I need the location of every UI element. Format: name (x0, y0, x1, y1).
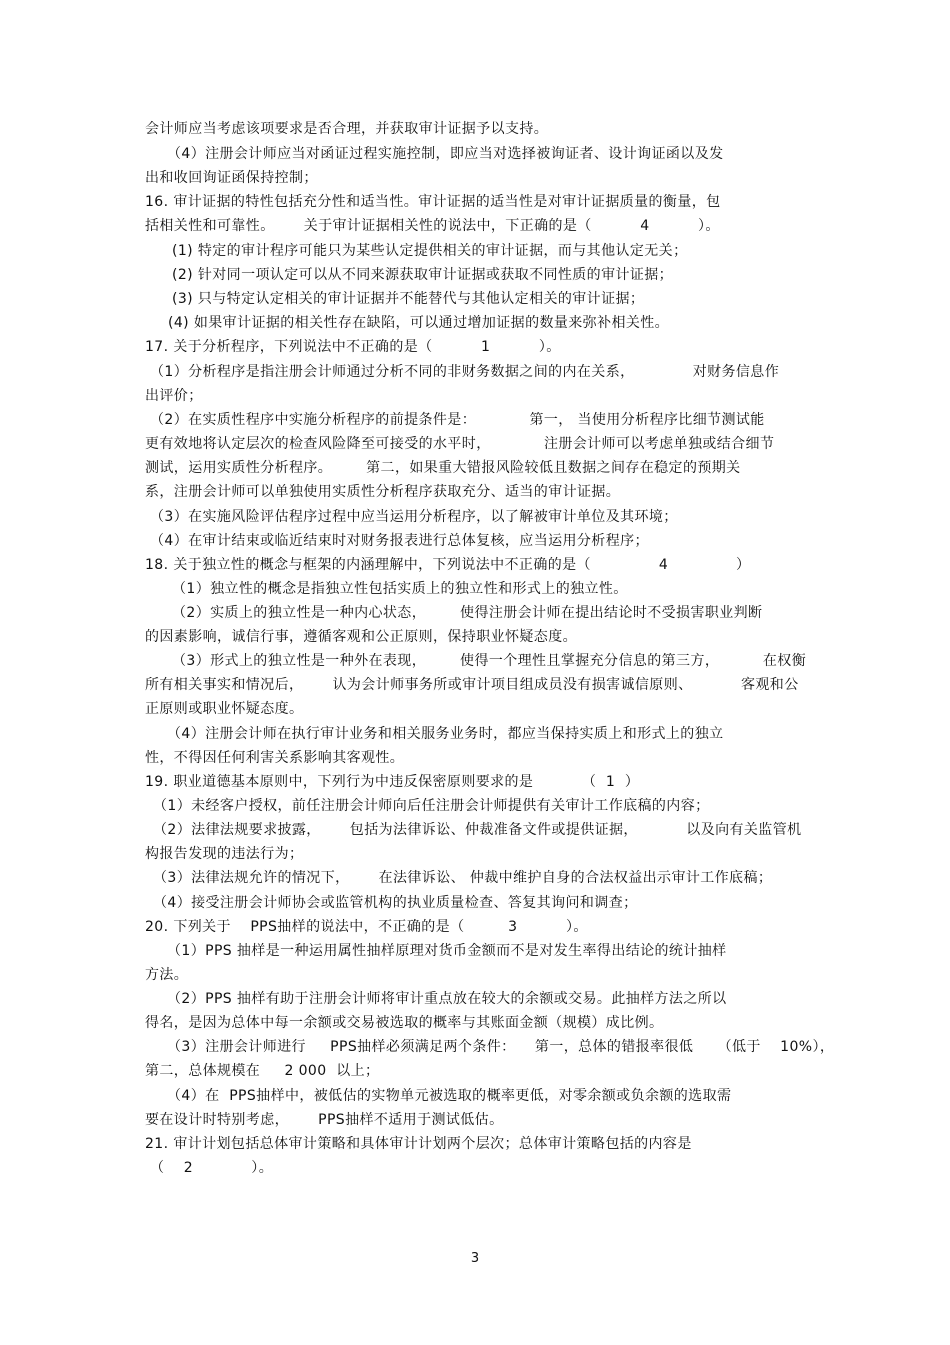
text-line: (4) 如果审计证据的相关性存在缺陷，可以通过增加证据的数量来弥补相关性。 (168, 315, 670, 331)
page-number: 3 (470, 1251, 480, 1266)
text-line: (3) 只与特定认定相关的审计证据并不能替代与其他认定相关的审计证据； (172, 291, 645, 307)
text-line: （3）形式上的独立性是一种外在表现， 使得一个理性且掌握充分信息的第三方， 在权衡 (172, 653, 807, 669)
text-line: 出和收回询证函保持控制； (145, 170, 318, 186)
text-line: 性，不得因任何利害关系影响其客观性。 (145, 750, 405, 766)
text-line: 16. 审计证据的特性包括充分性和适当性。审计证据的适当性是对审计证据质量的衡量，包 (145, 194, 721, 210)
text-line: 方法。 (145, 967, 189, 983)
text-line: 要在设计时特别考虑， PPS抽样不适用于测试低估。 (145, 1112, 504, 1128)
text-line: 会计师应当考虑该项要求是否合理，并获取审计证据予以支持。 (145, 121, 549, 137)
text-line: 所有相关事实和情况后， 认为会计师事务所或审计项目组成员没有损害诚信原则、 客观和公 (145, 677, 799, 693)
text-line: 出评价； (145, 388, 203, 404)
text-line: （4）在审计结束或临近结束时对财务报表进行总体复核，应当运用分析程序； (150, 533, 649, 549)
text-line: （4）在 PPS抽样中，被低估的实物单元被选取的概率更低，对零余额或负余额的选取需 (167, 1088, 732, 1104)
text-line: 21. 审计计划包括总体审计策略和具体审计计划两个层次；总体审计策略包括的内容是 (145, 1136, 692, 1152)
text-line: （ 2 ）。 (150, 1160, 274, 1176)
text-line: (1) 特定的审计程序可能只为某些认定提供相关的审计证据，而与其他认定无关； (172, 243, 688, 259)
text-line: 括相关性和可靠性。 关于审计证据相关性的说法中，下正确的是（ 4 ）。 (145, 218, 720, 234)
text-line: 更有效地将认定层次的检查风险降至可接受的水平时， 注册会计师可以考虑单独或结合细节 (145, 436, 775, 452)
text-line: 第二，总体规模在 2 000 以上； (145, 1063, 380, 1079)
text-line: （2）PPS 抽样有助于注册会计师将审计重点放在较大的余额或交易。此抽样方法之所以 (167, 991, 727, 1007)
text-line: （1）PPS 抽样是一种运用属性抽样原理对货币金额而不是对发生率得出结论的统计抽样 (167, 943, 727, 959)
text-line: （2）在实质性程序中实施分析程序的前提条件是： 第一， 当使用分析程序比细节测试能 (150, 412, 765, 428)
text-line: （3）注册会计师进行 PPS抽样必须满足两个条件： 第一，总体的错报率很低 （低于 10%）， (167, 1039, 835, 1055)
text-line: 正原则或职业怀疑态度。 (145, 701, 304, 717)
text-line: （3）在实施风险评估程序过程中应当运用分析程序，以了解被审计单位及其环境； (150, 509, 678, 525)
text-line: 18. 关于独立性的概念与框架的内涵理解中，下列说法中不正确的是（ 4 ） (145, 557, 751, 573)
text-line: （2）实质上的独立性是一种内心状态， 使得注册会计师在提出结论时不受损害职业判断 (172, 605, 763, 621)
text-line: （1）分析程序是指注册会计师通过分析不同的非财务数据之间的内在关系， 对财务信息作 (150, 364, 780, 380)
text-line: （4）接受注册会计师协会或监管机构的执业质量检查、答复其询问和调查； (153, 895, 638, 911)
text-line: （3）法律法规允许的情况下， 在法律诉讼、 仲裁中维护自身的合法权益出示审计工作底稿； (153, 870, 773, 886)
text-line: 17. 关于分析程序，下列说法中不正确的是（ 1 ）。 (145, 339, 561, 355)
text-line: 19. 职业道德基本原则中，下列行为中违反保密原则要求的是 （ 1 ） (145, 774, 640, 790)
text-line: （4）注册会计师应当对函证过程实施控制，即应当对选择被询证者、设计询证函以及发 (167, 146, 724, 162)
text-line: (2) 针对同一项认定可以从不同来源获取审计证据或获取不同性质的审计证据； (172, 267, 674, 283)
text-line: 系，注册会计师可以单独使用实质性分析程序获取充分、适当的审计证据。 (145, 484, 621, 500)
text-line: 的因素影响，诚信行事，遵循客观和公正原则，保持职业怀疑态度。 (145, 629, 577, 645)
text-line: 得名，是因为总体中每一余额或交易被选取的概率与其账面金额（规模）成比例。 (145, 1015, 664, 1031)
text-line: （4）注册会计师在执行审计业务和相关服务业务时，都应当保持实质上和形式上的独立 (167, 726, 724, 742)
text-line: （1）未经客户授权，前任注册会计师向后任注册会计师提供有关审计工作底稿的内容； (153, 798, 710, 814)
text-line: 测试，运用实质性分析程序。 第二，如果重大错报风险较低且数据之间存在稳定的预期关 (145, 460, 741, 476)
text-line: （2）法律法规要求披露， 包括为法律诉讼、仲裁准备文件或提供证据， 以及向有关监管机 (153, 822, 802, 838)
text-line: （1）独立性的概念是指独立性包括实质上的独立性和形式上的独立性。 (172, 581, 628, 597)
text-line: 20. 下列关于 PPS抽样的说法中，不正确的是（ 3 ）。 (145, 919, 588, 935)
text-line: 构报告发现的违法行为； (145, 846, 304, 862)
